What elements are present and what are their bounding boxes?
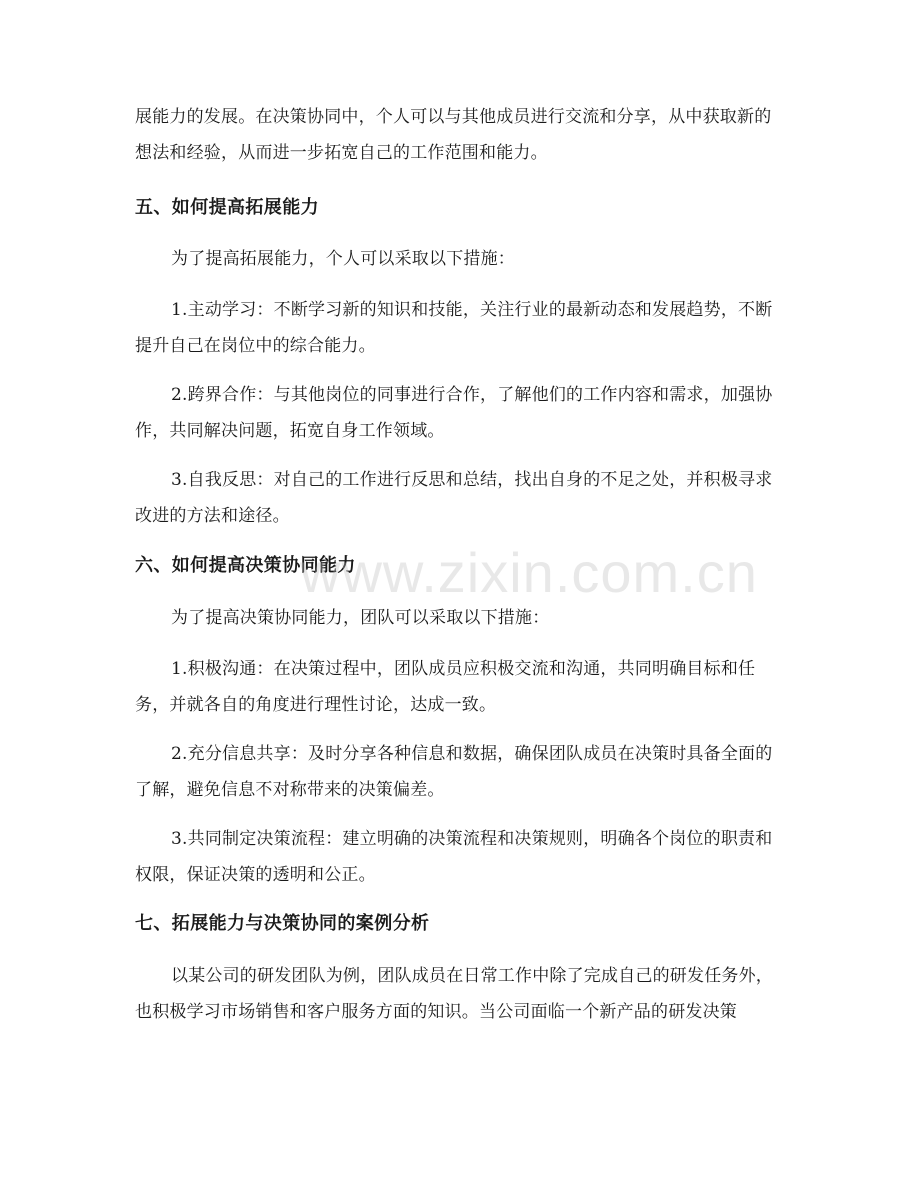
section-6-item-1: 1.积极沟通：在决策过程中，团队成员应积极交流和沟通，共同明确目标和任务，并就各自的角度进行理性讨论，达成一致。 xyxy=(135,659,756,715)
section-5-item-2: 2.跨界合作：与其他岗位的同事进行合作，了解他们的工作内容和需求，加强协作，共同解决问题，拓宽自身工作领域。 xyxy=(135,385,773,441)
section-7-heading: 七、拓展能力与决策协同的案例分析 xyxy=(135,913,430,934)
section-5-heading: 五、如何提高拓展能力 xyxy=(135,197,319,218)
section-6-item-2: 2.充分信息共享：及时分享各种信息和数据，确保团队成员在决策时具备全面的了解，避免信息不对称带来的决策偏差。 xyxy=(135,744,773,800)
watermark: www.zixin.com.cn xyxy=(300,541,758,604)
section-6-heading: 六、如何提高决策协同能力 xyxy=(135,555,356,576)
section-5-intro: 为了提高拓展能力，个人可以采取以下措施： xyxy=(171,249,515,269)
intro-paragraph: 展能力的发展。在决策协同中，个人可以与其他成员进行交流和分享，从中获取新的想法和经验，从而进一步拓宽自己的工作范围和能力。 xyxy=(135,107,772,163)
section-6-item-3: 3.共同制定决策流程：建立明确的决策流程和决策规则，明确各个岗位的职责和权限，保证决策的透明和公正。 xyxy=(135,829,773,885)
section-7-paragraph: 以某公司的研发团队为例，团队成员在日常工作中除了完成自己的研发任务外，也积极学习市场销售和客户服务方面的知识。当公司面临一个新产品的研发决策 xyxy=(135,966,773,1022)
section-6-intro: 为了提高决策协同能力，团队可以采取以下措施： xyxy=(171,608,550,628)
section-5-item-1: 1.主动学习：不断学习新的知识和技能，关注行业的最新动态和发展趋势，不断提升自己在岗位中的综合能力。 xyxy=(135,300,773,356)
section-5-item-3: 3.自我反思：对自己的工作进行反思和总结，找出自身的不足之处，并积极寻求改进的方法和途径。 xyxy=(135,470,773,526)
